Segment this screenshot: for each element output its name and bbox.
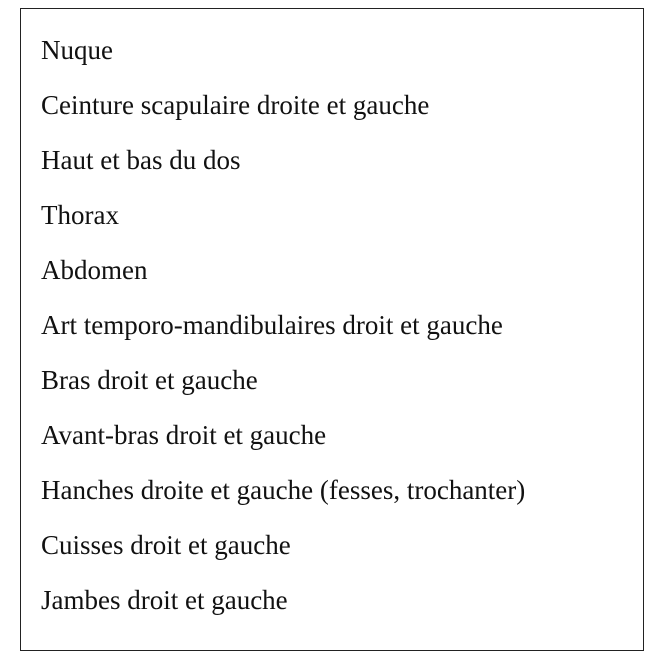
list-item-thorax: Thorax	[41, 200, 119, 230]
list-item-jambes: Jambes droit et gauche	[41, 585, 288, 615]
list-item-haut-bas-dos: Haut et bas du dos	[41, 145, 241, 175]
list-item-nuque: Nuque	[41, 35, 113, 65]
body-regions-box	[20, 8, 644, 651]
list-item-cuisses: Cuisses droit et gauche	[41, 530, 291, 560]
list-item-art-temporo-mandibulaires: Art temporo-mandibulaires droit et gauche	[41, 310, 503, 340]
list-item-bras: Bras droit et gauche	[41, 365, 258, 395]
list-item-ceinture-scapulaire: Ceinture scapulaire droite et gauche	[41, 90, 430, 120]
body-regions-list	[41, 23, 635, 628]
list-item-avant-bras: Avant-bras droit et gauche	[41, 420, 327, 450]
list-item-abdomen: Abdomen	[41, 255, 148, 285]
list-item-hanches: Hanches droite et gauche (fesses, trochanter)	[41, 475, 526, 505]
